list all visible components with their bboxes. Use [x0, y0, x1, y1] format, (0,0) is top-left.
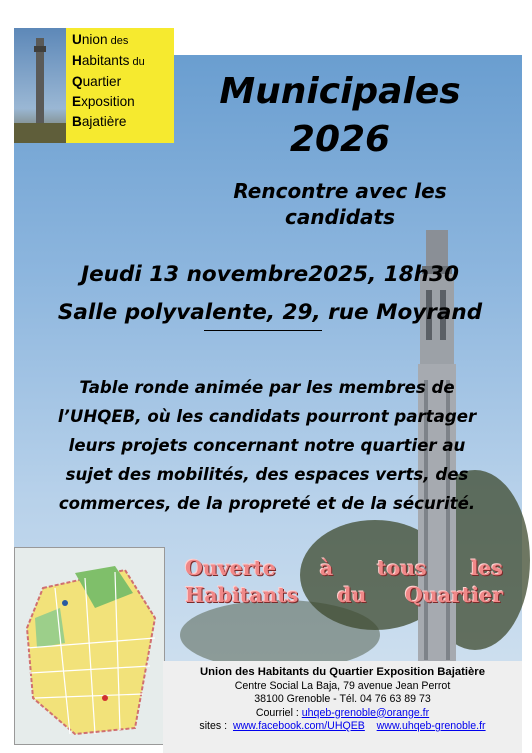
facebook-link[interactable]: www.facebook.com/UHQEB — [232, 720, 365, 732]
description-line: leurs projets concernant notre quartier au — [68, 436, 466, 455]
title-year: 2026 — [289, 119, 391, 160]
neighborhood-map — [14, 547, 165, 745]
description — [28, 373, 506, 518]
footer-sites-label: sites : — [199, 720, 228, 732]
title-line: Municipales — [219, 71, 461, 112]
open-to-all-banner — [185, 555, 503, 609]
banner-word: à — [319, 556, 334, 580]
banner-word: Quartier — [405, 583, 503, 607]
footer-address: Centre Social La Baja, 79 avenue Jean Perrot — [234, 679, 451, 692]
footer-sites-row — [163, 720, 522, 734]
footer-mail-label: Courriel : — [255, 706, 302, 719]
subtitle-line: Rencontre avec les — [233, 179, 447, 203]
description-line: l’UHQEB, où les candidats pourront partager — [57, 407, 477, 426]
event-date: Jeudi 13 novembre2025, 18h30 — [81, 262, 459, 287]
banner-row — [185, 582, 503, 609]
banner-word: Habitants — [185, 583, 299, 607]
banner-word: les — [470, 556, 503, 580]
logo-line: Union des — [72, 32, 129, 47]
logo-line: Quartier — [72, 74, 122, 89]
footer-mail-row — [163, 707, 522, 721]
logo-tower-photo — [14, 28, 66, 143]
logo-text — [72, 30, 172, 132]
logo-line: Exposition — [72, 94, 135, 109]
subtitle-line: candidats — [284, 205, 396, 229]
separator-line — [204, 330, 322, 331]
footer-org-name: Union des Habitants du Quartier Exposition Bajatière — [200, 666, 485, 678]
footer-contact — [163, 666, 522, 734]
email-link[interactable]: uhqeb-grenoble@orange.fr — [301, 706, 430, 719]
description-line: commerces, de la propreté et de la sécurité. — [58, 494, 476, 513]
description-line: sujet des mobilités, des espaces verts, des — [65, 465, 469, 484]
logo-line: Bajatière — [72, 114, 127, 129]
banner-word: tous — [377, 556, 427, 580]
event-place: Salle polyvalente, 29, rue Moyrand — [57, 300, 483, 325]
banner-word: du — [337, 583, 367, 607]
tree-foliage — [180, 600, 380, 670]
banner-word: Ouverte — [185, 556, 277, 580]
subtitle — [180, 178, 500, 230]
banner-row — [185, 555, 503, 582]
footer-city-phone: 38100 Grenoble - Tél. 04 76 63 89 73 — [254, 693, 431, 705]
event-info — [40, 256, 500, 332]
logo-line: Habitants du — [72, 53, 145, 68]
description-line: Table ronde animée par les membres de — [79, 378, 455, 397]
main-title — [180, 68, 500, 164]
website-link[interactable]: www.uhqeb-grenoble.fr — [376, 720, 486, 732]
